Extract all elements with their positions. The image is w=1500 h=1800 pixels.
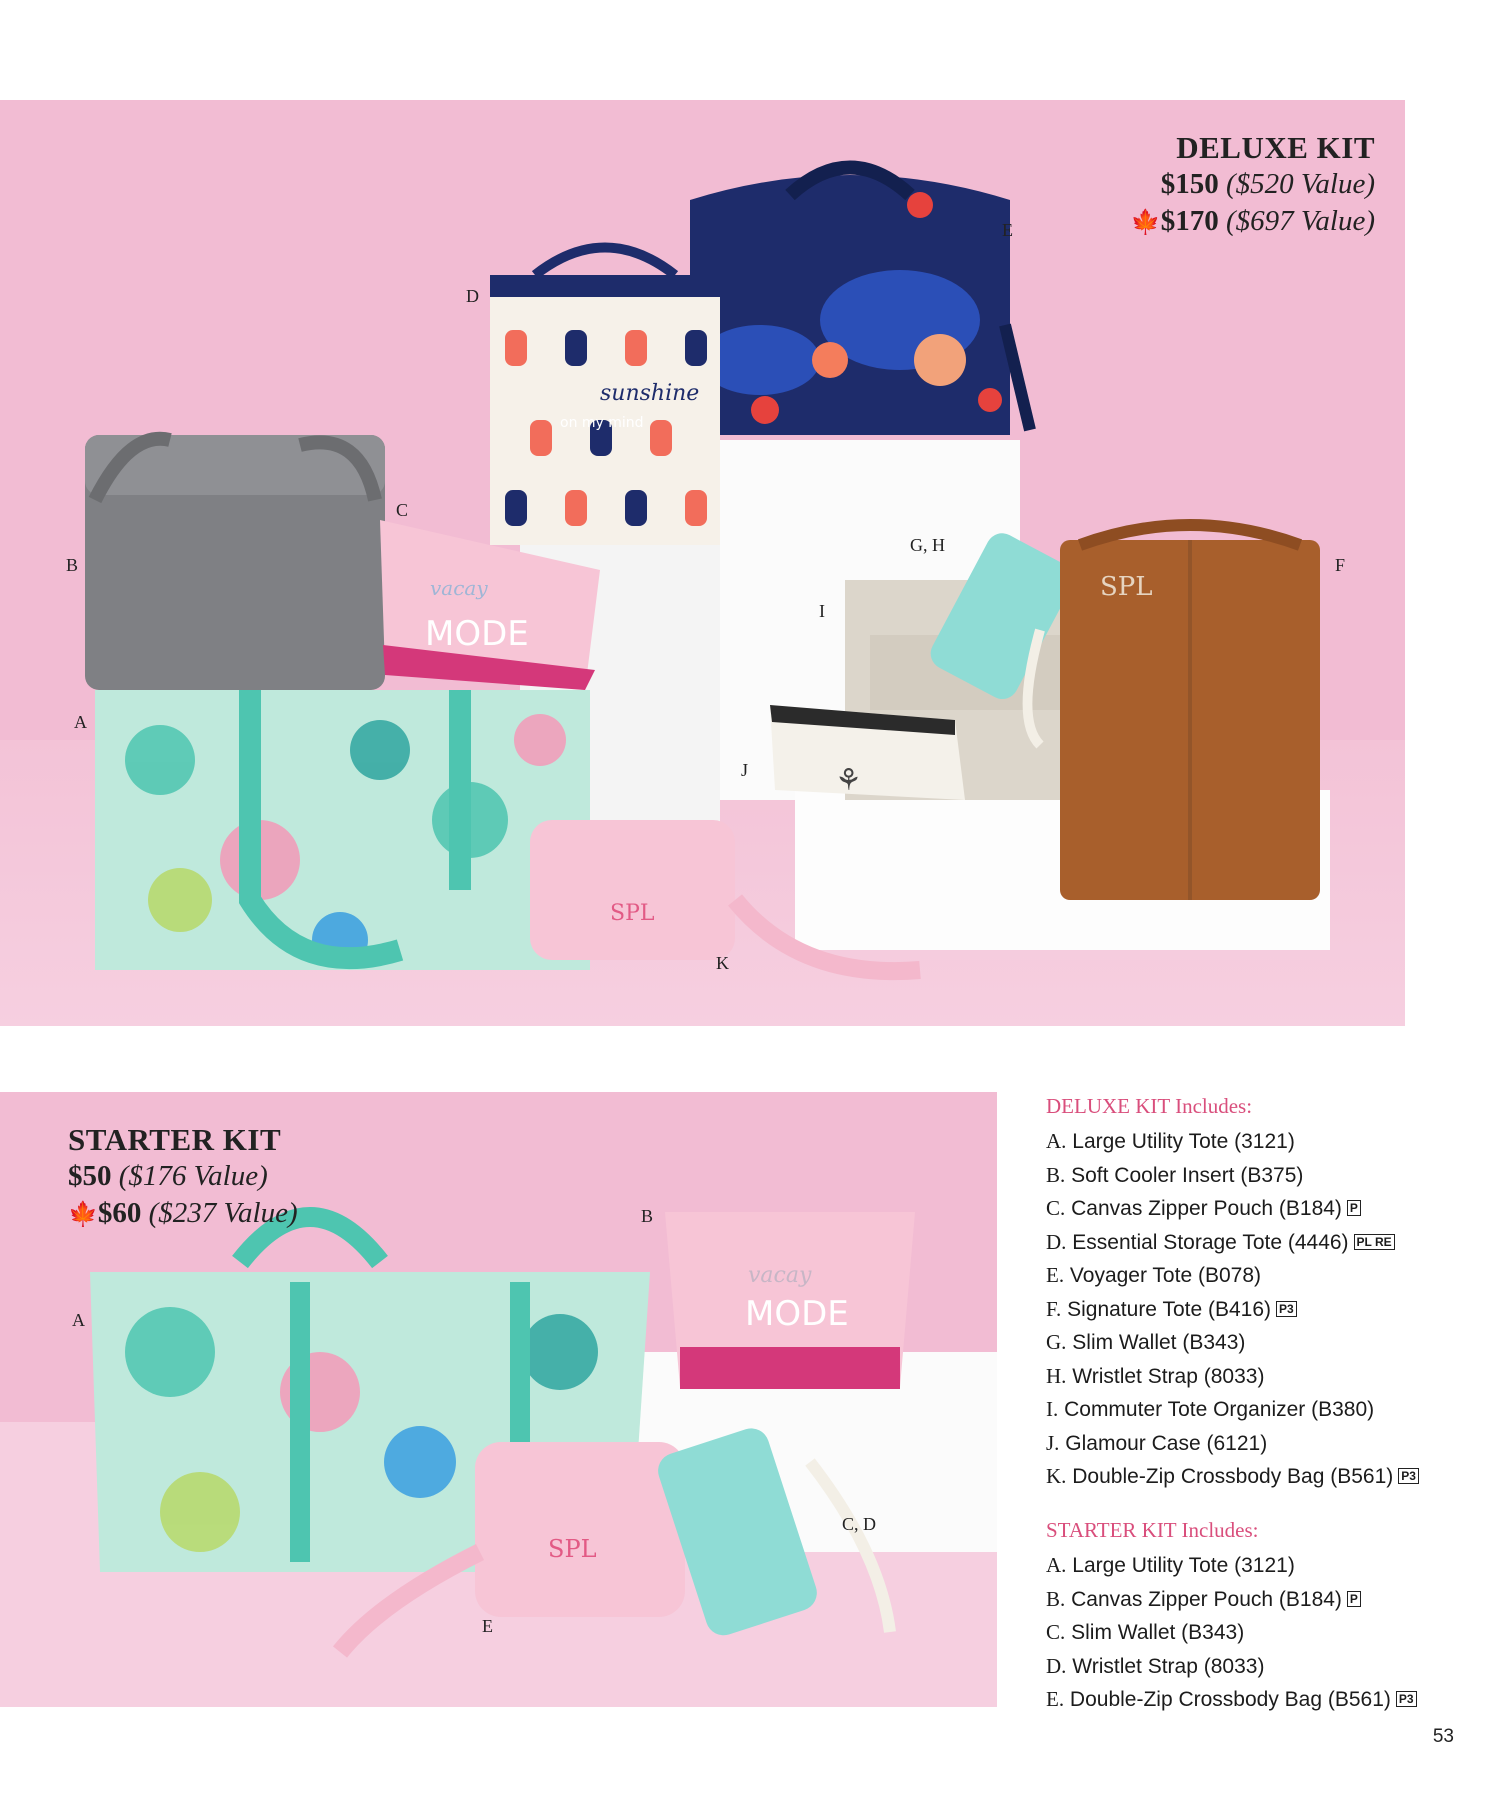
list-item: C. Slim Wallet (B343) <box>1046 1620 1245 1644</box>
list-item: B. Soft Cooler Insert (B375) <box>1046 1162 1304 1187</box>
deluxe-us-value: ($520 Value) <box>1226 168 1375 200</box>
canvas-zipper-pouch <box>665 1212 915 1389</box>
deluxe-includes-title: DELUXE KIT Includes: <box>1046 1094 1253 1118</box>
starter-kit-heading <box>68 1122 298 1234</box>
deluxe-includes-list <box>1046 1125 1466 1494</box>
starter-label-b: B <box>641 1206 654 1226</box>
deluxe-ca-price: $170 <box>1160 205 1219 237</box>
deluxe-ca-value: ($697 Value) <box>1226 205 1375 237</box>
deluxe-label-j: J <box>741 760 749 780</box>
starter-kit-photo <box>0 1092 997 1707</box>
program-badge: PL RE <box>1354 1234 1395 1250</box>
deluxe-label-g-h: G, H <box>910 535 945 555</box>
deluxe-includes <box>1046 1094 1466 1494</box>
svg-text:⚘: ⚘ <box>835 763 862 798</box>
list-item: A. Large Utility Tote (3121) <box>1046 1129 1295 1153</box>
list-item: F. Signature Tote (B416) P3 <box>1046 1293 1466 1327</box>
starter-label-e: E <box>482 1616 493 1636</box>
starter-ca-price: $60 <box>97 1197 142 1229</box>
starter-includes-list <box>1046 1549 1466 1717</box>
deluxe-ca-price-line <box>1131 203 1375 242</box>
starter-us-price: $50 <box>68 1160 112 1192</box>
list-item: D. Wristlet Strap (8033) <box>1046 1653 1265 1678</box>
starter-ca-value: ($237 Value) <box>148 1197 298 1229</box>
crossbody-monogram: SPL <box>610 901 655 926</box>
deluxe-label-a: A <box>74 712 87 732</box>
program-badge: P3 <box>1398 1468 1419 1484</box>
maple-leaf-icon: 🍁 <box>68 1202 98 1228</box>
large-utility-tote <box>95 690 590 970</box>
program-badge: P3 <box>1276 1301 1297 1317</box>
vacay-print-text: vacay <box>748 1263 812 1288</box>
program-badge: P3 <box>1396 1691 1417 1707</box>
signature-tote <box>1060 525 1320 900</box>
on-my-mind-print-text: on my mind <box>560 415 644 431</box>
glamour-case <box>770 705 965 800</box>
deluxe-kit-title: DELUXE KIT <box>1176 130 1375 165</box>
starter-includes-title: STARTER KIT Includes: <box>1046 1518 1259 1542</box>
list-item: D. Essential Storage Tote (4446) PL RE <box>1046 1226 1466 1260</box>
maple-leaf-icon: 🍁 <box>1130 210 1161 236</box>
signature-tote-monogram: SPL <box>1100 572 1153 602</box>
list-item: I. Commuter Tote Organizer (B380) <box>1046 1397 1375 1421</box>
starter-us-value: ($176 Value) <box>118 1160 268 1192</box>
deluxe-label-b: B <box>66 555 79 575</box>
starter-label-c-d: C, D <box>842 1514 877 1534</box>
program-badge: P <box>1347 1200 1361 1216</box>
starter-kit-title: STARTER KIT <box>68 1122 282 1157</box>
page-number: 53 <box>1432 1726 1454 1747</box>
mode-print-text: MODE <box>425 614 529 654</box>
starter-label-a: A <box>72 1310 85 1330</box>
deluxe-label-c: C <box>396 500 409 520</box>
deluxe-kit-photo <box>0 100 1405 1026</box>
vacay-print-text: vacay <box>430 576 488 600</box>
list-item: G. Slim Wallet (B343) <box>1046 1330 1246 1354</box>
list-item: E. Voyager Tote (B078) <box>1046 1263 1261 1287</box>
deluxe-label-f: F <box>1335 555 1346 575</box>
deluxe-label-i: I <box>819 601 825 621</box>
list-item: K. Double-Zip Crossbody Bag (B561) P3 <box>1046 1460 1466 1494</box>
list-item: C. Canvas Zipper Pouch (B184) P <box>1046 1192 1466 1226</box>
list-item: J. Glamour Case (6121) <box>1046 1430 1268 1455</box>
deluxe-us-price: $150 <box>1160 168 1219 200</box>
starter-ca-price-line <box>68 1195 298 1234</box>
starter-us-price-line <box>68 1158 298 1195</box>
deluxe-kit-heading <box>1131 130 1375 242</box>
starter-includes <box>1046 1518 1466 1717</box>
list-item: H. Wristlet Strap (8033) <box>1046 1363 1265 1388</box>
essential-storage-tote <box>490 248 720 546</box>
sunshine-print-text: sunshine <box>600 381 700 406</box>
mode-print-text: MODE <box>745 1294 849 1334</box>
list-item: E. Double-Zip Crossbody Bag (B561) P3 <box>1046 1683 1466 1717</box>
program-badge: P <box>1347 1591 1361 1607</box>
soft-cooler-insert <box>85 435 385 690</box>
list-item: A. Large Utility Tote (3121) <box>1046 1553 1295 1577</box>
list-item: B. Canvas Zipper Pouch (B184) P <box>1046 1583 1466 1617</box>
crossbody-monogram: SPL <box>548 1535 597 1563</box>
deluxe-us-price-line <box>1131 166 1375 203</box>
voyager-tote <box>690 168 1030 436</box>
deluxe-label-e: E <box>1002 220 1013 240</box>
deluxe-label-d: D <box>466 286 479 306</box>
deluxe-label-k: K <box>716 953 729 973</box>
